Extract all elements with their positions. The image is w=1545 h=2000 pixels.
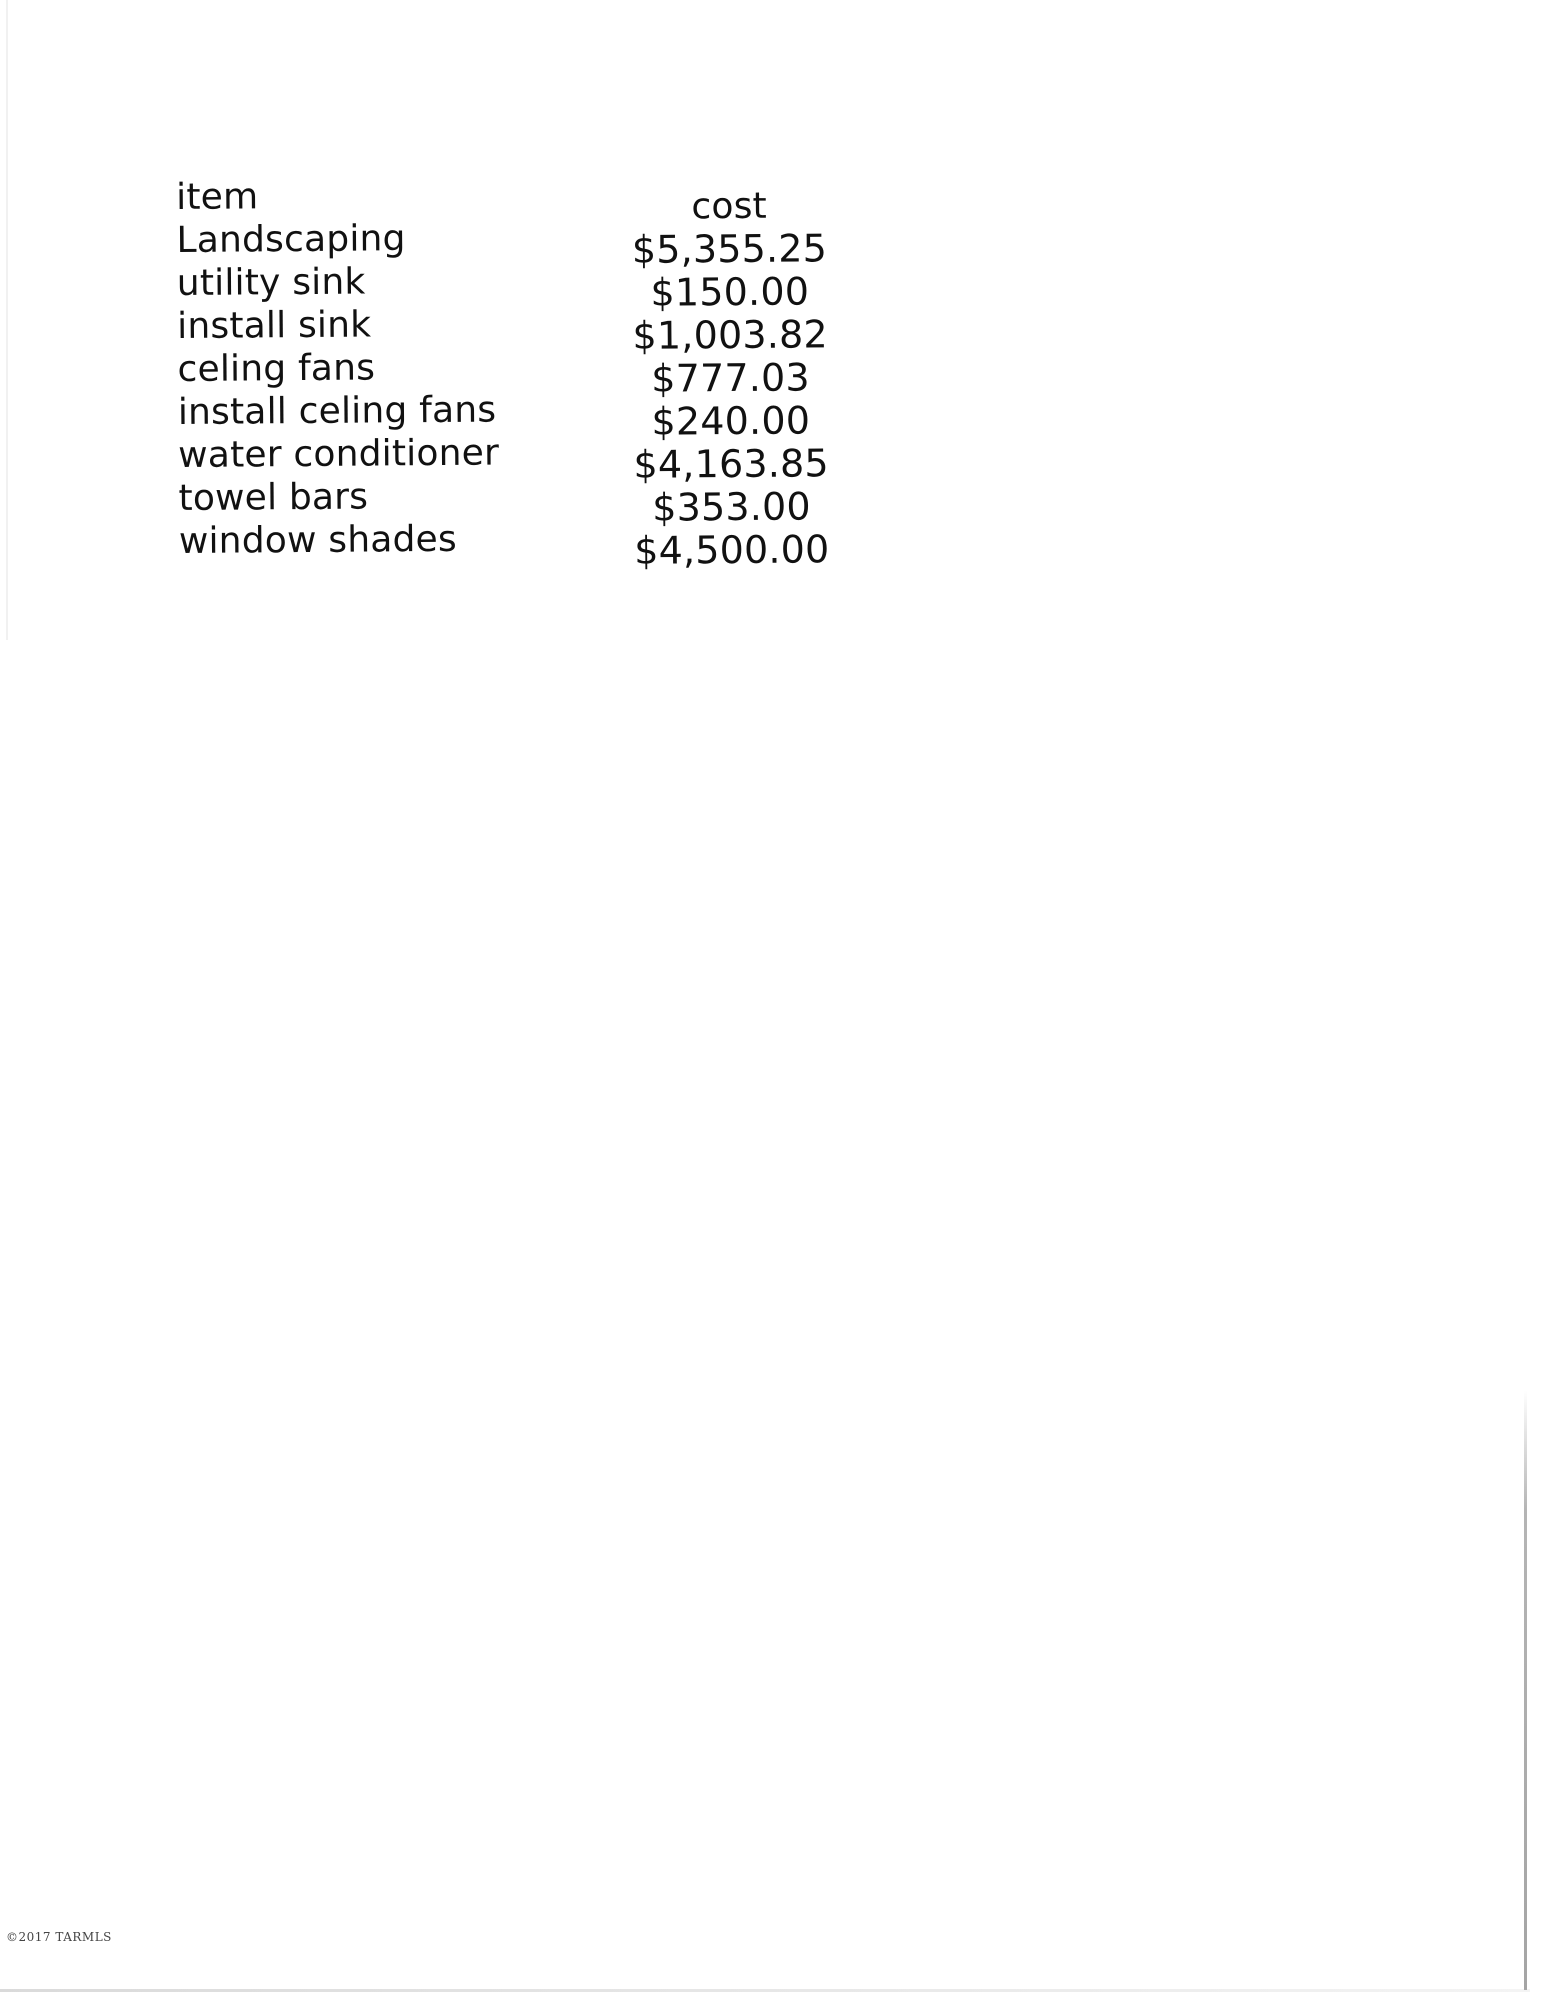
cost-cell: $4,163.85: [633, 441, 829, 487]
scan-edge-bottom: [0, 1989, 1530, 1992]
cost-column: [604, 184, 857, 573]
cost-cell: $4,500.00: [634, 527, 830, 573]
cost-cell: $353.00: [652, 484, 811, 530]
item-cell: utility sink: [176, 261, 366, 304]
cost-header: cost: [691, 185, 768, 228]
cost-cell: $150.00: [650, 269, 810, 315]
item-cell: install celing fans: [177, 389, 497, 433]
copyright-watermark: ©2017 TARMLS: [6, 1930, 112, 1944]
cost-cell: $777.03: [651, 355, 810, 401]
item-column: [176, 173, 619, 563]
item-cell: Landscaping: [176, 218, 406, 261]
cost-cell: $1,003.82: [632, 312, 828, 358]
item-cell: water conditioner: [178, 432, 500, 476]
cost-cell: $5,355.25: [631, 226, 828, 272]
cost-cell: $240.00: [651, 398, 811, 444]
scan-edge-right: [1524, 1390, 1527, 1990]
item-header: item: [176, 176, 259, 218]
item-cell: celing fans: [177, 347, 376, 390]
item-cell: towel bars: [178, 476, 369, 519]
item-cell: install sink: [177, 304, 372, 347]
item-cell: window shades: [178, 518, 458, 562]
scan-edge-left: [6, 0, 8, 640]
